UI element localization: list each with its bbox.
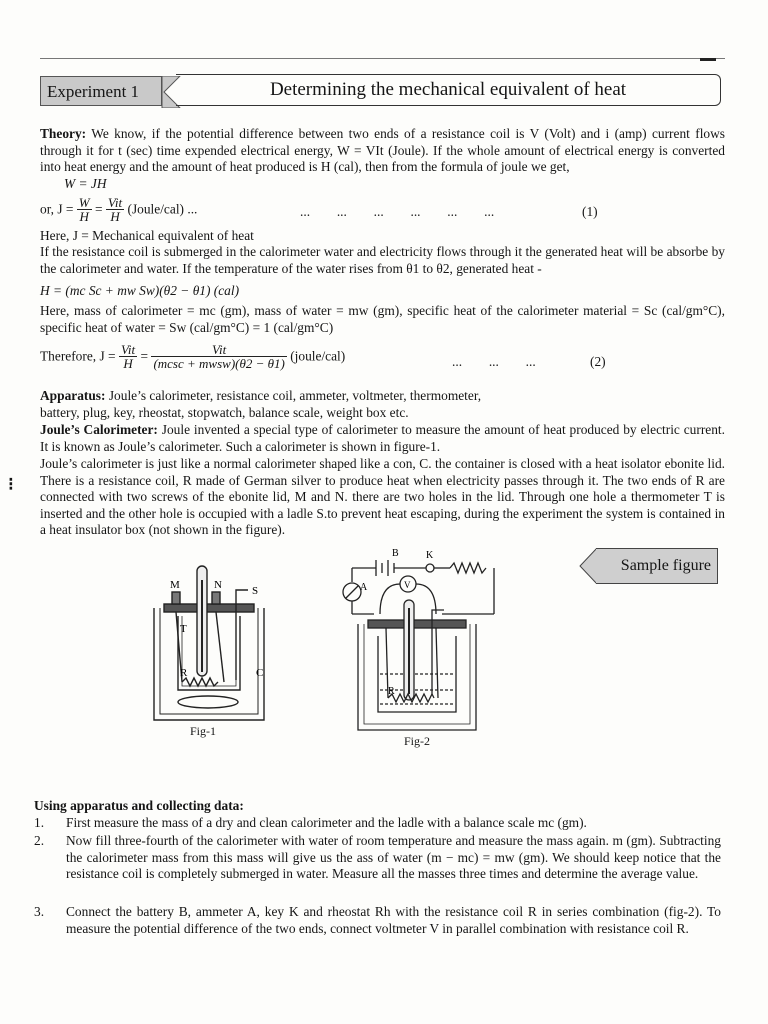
eq1-den1: H <box>79 209 89 224</box>
eq1-prefix: or, J = <box>40 201 74 217</box>
joules-label: Joule’s Calorimeter: <box>40 422 158 437</box>
fig1-caption: Fig-1 <box>190 724 217 738</box>
fig1-outer-vessel <box>154 608 264 720</box>
fig1-coil <box>182 678 218 686</box>
fig1-label-t: T <box>180 623 187 635</box>
eq1-den2: H <box>110 209 120 224</box>
eq2-prefix: Therefore, J = <box>40 348 116 364</box>
equation-w: W = JH <box>64 176 107 191</box>
eq2-num2: Vit <box>151 343 286 357</box>
eq2-fraction-2 <box>151 343 286 370</box>
procedure-item-2 <box>34 833 724 903</box>
fig1-lid <box>164 604 254 612</box>
fig1-label-s: S <box>252 585 259 597</box>
fig1-screw-n <box>212 592 220 604</box>
eq2-dots: ... ... ... <box>452 354 536 369</box>
fig2-key <box>426 564 434 572</box>
eq2-unit: (joule/cal) <box>290 348 346 364</box>
sample-arrow-icon <box>578 548 598 584</box>
theory-paragraph <box>40 126 725 176</box>
eq2-num1: Vit <box>120 342 136 357</box>
fig2-circuit-diagram <box>326 544 516 734</box>
theory-text: We know, if the potential difference between two ends of a resistance coil is V (Volt) and i (amp) current flows through it for t (sec) time expended electrical energy, W = VIt (Joule). If the whole amount of electrical energy is converted into heat energy and the amount of heat produced is H (cal), then from the formula of joule we get, <box>40 126 725 174</box>
apparatus-paragraph <box>40 388 725 421</box>
top-rule <box>40 58 725 59</box>
procedure-item-2-text: Now fill three-fourth of the calorimeter with water of room temperature and measure the mass again. m (gm). Subtracting the calorimeter mass from this mass will give us the ass of water (m − mc) = mw (gm). We should keep notice that the resistance coil is completely submerged in water. Measure all the masses three times and determine the average value. <box>66 833 721 881</box>
fig2-label-b: B <box>392 548 399 559</box>
procedure-item-1 <box>34 815 724 835</box>
joules-paragraph-2: Joule’s calorimeter is just like a normal calorimeter shaped like a con, C. the container is closed with a heat isolator ebonite lid. There is a resistance coil, R made of German silver to produce heat when electricity passes through it. The two ends of R are connected with two screws of the ebonite lid, M and N. there are two holes in the lid. Through one hole a thermometer T is inserted and the other hole is occupied with a ladle S.to prevent heat escaping, during the experiment the system is contained in a heat insulator box (not shown in the figure). <box>40 456 725 537</box>
sample-figure-label: Sample figure <box>596 548 718 584</box>
eq1-unit: (Joule/cal) ... <box>127 201 198 217</box>
fig1-label-n: N <box>214 579 222 591</box>
fig2-label-v: V <box>404 580 411 590</box>
fig2-rheostat <box>450 563 486 573</box>
here-j: Here, J = Mechanical equivalent of heat <box>40 228 254 243</box>
top-mark <box>700 58 716 61</box>
eq2-number: (2) <box>590 354 606 369</box>
experiment-label: Experiment 1 <box>40 76 162 106</box>
joules-paragraph <box>40 422 725 455</box>
joules-text: Joule invented a special type of calorimeter to measure the amount of heat produced by electric current. It is known as Joule’s calorimeter. Such a calorimeter is shown in figure-1. <box>40 422 725 454</box>
equation-h: H = (mc Sc + mw Sw)(θ2 − θ1) (cal) <box>40 283 240 298</box>
page-title: Determining the mechanical equivalent of heat <box>176 74 721 106</box>
eq1-num1: W <box>78 195 90 210</box>
theory-paragraph-3: Here, mass of calorimeter = mc (gm), mass of water = mw (gm), specific heat of the calorimeter material = Sc (cal/gm°C), specific heat of water = Sw (cal/gm°C) = 1 (cal/gm°C) <box>40 303 725 335</box>
procedure-title: Using apparatus and collecting data: <box>34 798 244 813</box>
eq1-fraction-2 <box>106 196 124 223</box>
margin-mark: ⁝ <box>8 474 14 494</box>
fig1-ladle-disc <box>178 696 238 708</box>
procedure-item-3-number: 3. <box>34 904 45 919</box>
eq1-fraction-1 <box>77 196 92 223</box>
apparatus-text: Joule’s calorimeter, resistance coil, ammeter, voltmeter, thermometer, <box>108 388 482 403</box>
fig1-calorimeter-diagram <box>140 560 280 740</box>
eq2-fraction-1 <box>119 343 137 370</box>
apparatus-text-2: battery, plug, key, rheostat, stopwatch, balance scale, weight box etc. <box>40 404 409 420</box>
fig1-label-m: M <box>170 579 180 591</box>
fig2-label-a: A <box>360 582 368 593</box>
fig2-label-k: K <box>426 550 434 561</box>
theory-paragraph-2: If the resistance coil is submerged in the calorimeter water and electricity flows through it the generated heat will be absorbe by the calorimeter and water. If the temperature of the water rises from θ1 to θ2, generated heat - <box>40 244 725 276</box>
fig1-screw-m <box>172 592 180 604</box>
procedure-item-1-number: 1. <box>34 815 45 830</box>
equation-2: Therefore, J = $\frac{\text{Vit}}{H}$ = $\frac{\text{Vit}}{\text{(mcsc + mwsw)(θ2 − θ1)}}$ (joule/cal) <box>40 342 346 371</box>
fig2-label-r: R <box>388 686 395 697</box>
fig2-caption: Fig-2 <box>404 734 431 748</box>
eq2-den1: H <box>123 356 133 371</box>
fig1-label-r: R <box>180 667 188 679</box>
eq2-den2: (mcsc + mwsw)(θ2 − θ1) <box>153 356 285 371</box>
eq1-number: (1) <box>582 204 598 219</box>
apparatus-label: Apparatus: <box>40 388 106 403</box>
sample-figure-tag <box>578 548 718 584</box>
procedure-item-1-text: First measure the mass of a dry and clean calorimeter and the ladle with a balance scale mc (gm). <box>66 815 587 830</box>
procedure-item-3 <box>34 904 724 958</box>
procedure-item-2-number: 2. <box>34 833 45 848</box>
fig2-outer-vessel <box>358 624 476 730</box>
theory-label: Theory: <box>40 126 87 141</box>
fig2-lid <box>368 620 466 628</box>
eq1-dots: ... ... ... ... ... ... <box>300 204 495 219</box>
procedure-item-3-text: Connect the battery B, ammeter A, key K and rheostat Rh with the resistance coil R in series combination (fig-2). To measure the potential difference of the two ends, connect voltmeter V in parallel combination with resistance coil R. <box>66 904 721 936</box>
equation-1: or, J = $\frac{W}{H}$ = $\frac{\text{Vit}}{H}$ (Joule/cal) ... <box>40 195 198 224</box>
fig1-label-c: C <box>256 667 264 679</box>
eq1-num2: Vit <box>107 195 123 210</box>
